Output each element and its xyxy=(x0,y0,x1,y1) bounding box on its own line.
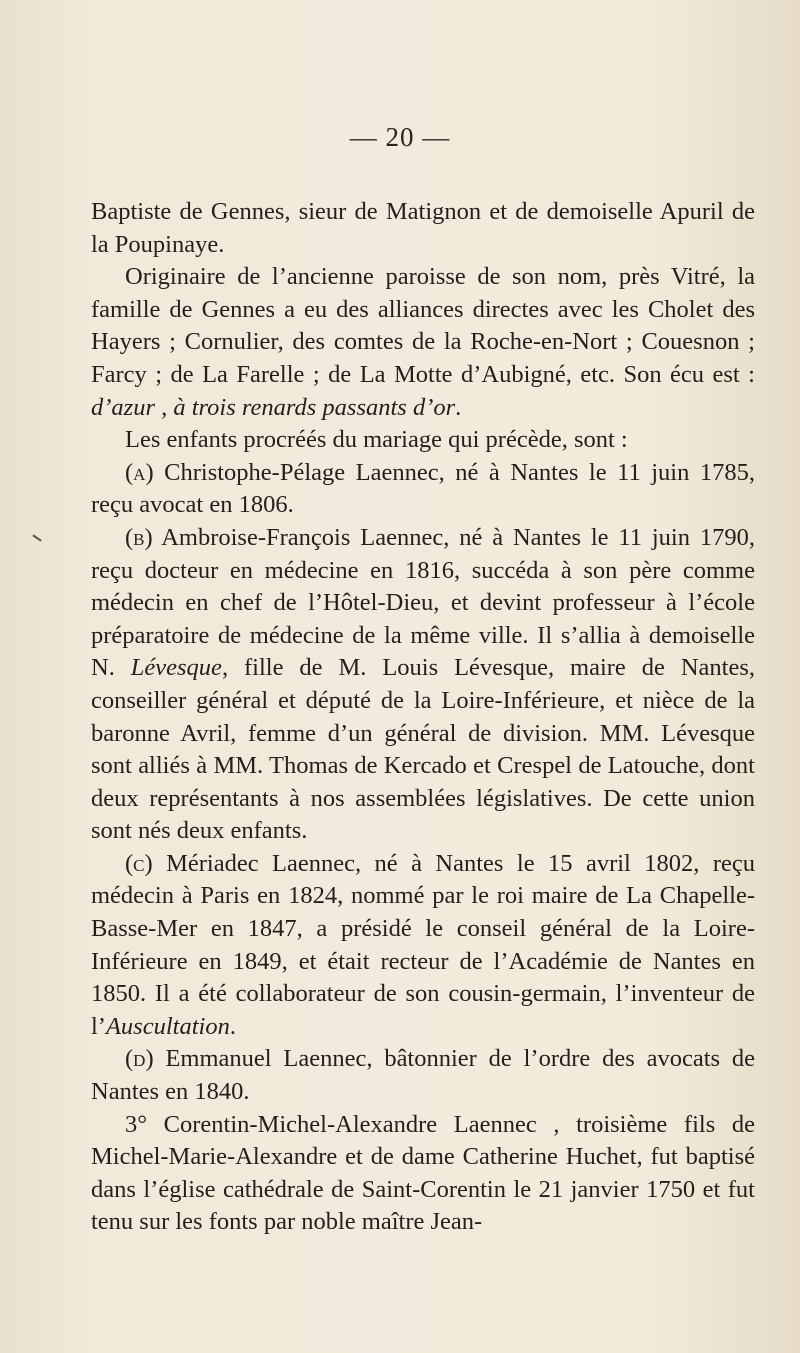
text-run: ) Ambroise-François Laennec, né à Nantes le 11 juin 1790, reçu docteur en médecine en 1816, succéda à son père comme médecin en chef de l’Hôtel-Dieu, et devint professeur à l’école préparatoire de médecine de la même ville. Il s’allia à demoiselle N. xyxy=(91,523,755,682)
text-run: ( xyxy=(125,849,134,877)
text-run: ) Emmanuel Laennec, bâtonnier de l’ordre des avocats de Nantes en 1840. xyxy=(91,1045,755,1106)
paragraph-p1 xyxy=(91,261,755,424)
text-run: , fille de M. Louis Lévesque, maire de Nantes, conseiller général et député de la Loire-Inférieure, et nièce de la baronne Avril, femme d’un général de division. MM. Lévesque sont alliés à MM. Thomas de Kercado et Crespel de Latouche, dont deux représentants à nos assemblées législatives. De cette union sont nés deux enfants. xyxy=(91,654,755,845)
text-run: Baptiste de Gennes, sieur de Matignon et de demoiselle Apuril de la Poupinaye. xyxy=(91,198,755,258)
paragraph-p6 xyxy=(91,1043,755,1108)
text-run: 3° Corentin-Michel-Alexandre Laennec , troisième fils de Michel-Marie-Alexandre et de dame Catherine Huchet, fut baptisé dans l’église cathédrale de Saint-Corentin le 21 janvier 1750 et fut tenu sur les fonts par noble maître Jean- xyxy=(91,1110,755,1236)
text-run: ) Mériadec Laennec, né à Nantes le 15 avril 1802, reçu médecin à Paris en 1824, nommé par le roi maire de La Chapelle-Basse-Mer en 1847, a présidé le conseil général de la Loire-Inférieure en 1849, et était recteur de l’Académie de Nantes en 1850. Il a été collaborateur de son cousin-germain, l’inventeur de l’ xyxy=(91,849,755,1040)
enumeration-letter: b xyxy=(133,523,145,551)
italic-text: d’azur , à trois renards passants d’or xyxy=(91,393,456,421)
enumeration-letter: d xyxy=(133,1045,146,1073)
text-run: ( xyxy=(125,1045,134,1073)
text-run: . xyxy=(229,1012,236,1040)
enumeration-letter: a xyxy=(133,458,146,486)
margin-pencil-mark xyxy=(32,534,41,541)
paragraph-p0 xyxy=(91,196,755,261)
text-run: ) Christophe-Pélage Laennec, né à Nantes le 11 juin 1785, reçu avocat en 1806. xyxy=(91,458,755,519)
paragraph-p3 xyxy=(91,457,755,522)
enumeration-letter: c xyxy=(133,849,145,877)
paragraph-p7 xyxy=(91,1109,755,1239)
paragraph-p5 xyxy=(91,848,755,1044)
page-number: — 20 — xyxy=(349,122,451,152)
italic-text: Lévesque xyxy=(130,654,222,682)
paragraph-p2 xyxy=(91,424,755,457)
text-run: Originaire de l’ancienne paroisse de son nom, près Vitré, la famille de Gennes a eu des alliances directes avec les Cholet des Hayers ; Cornulier, des comtes de la Roche-en-Nort ; Couesnon ; Farcy ; de La Farelle ; de La Motte d’Aubigné, etc. Son écu est : xyxy=(91,263,755,388)
text-run: Les enfants procréés du mariage qui précède, sont : xyxy=(125,426,628,454)
paragraph-p4 xyxy=(91,522,755,848)
text-run: ( xyxy=(125,523,134,551)
text-run: . xyxy=(455,393,462,421)
text-run: ( xyxy=(125,458,134,486)
body-text xyxy=(91,196,755,1239)
italic-text: Auscultation xyxy=(105,1012,230,1040)
